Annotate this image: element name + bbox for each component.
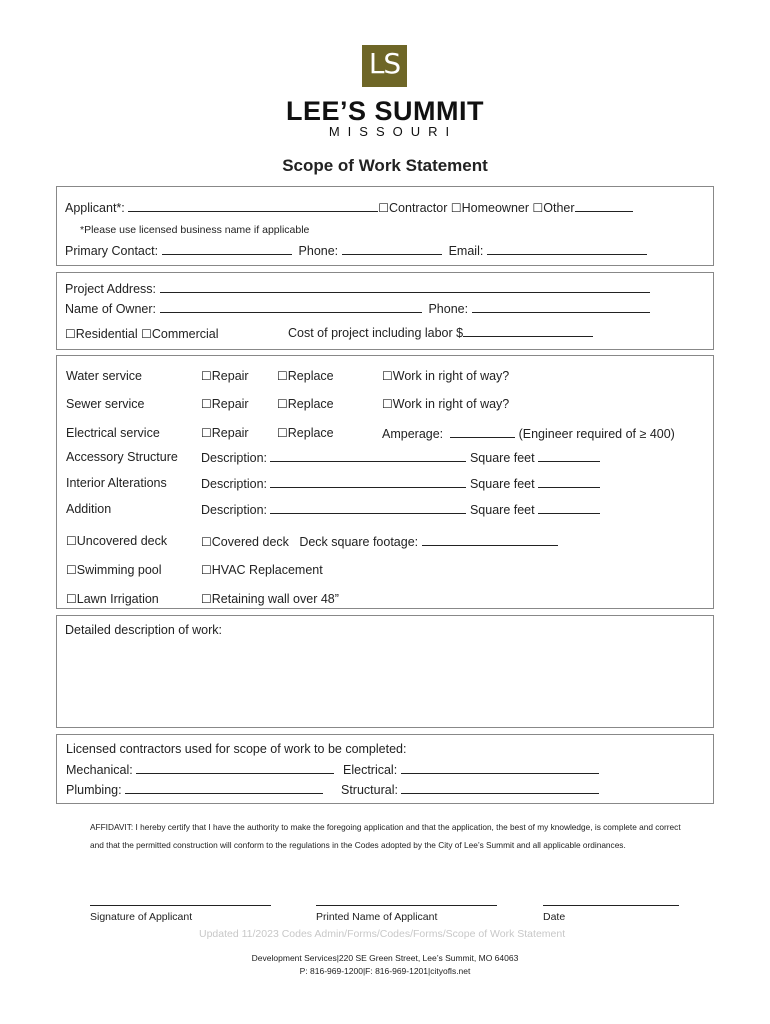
- retaining-wall-label: Retaining wall over 48”: [211, 592, 339, 606]
- structural-input[interactable]: [401, 782, 599, 794]
- email-label: Email:: [448, 244, 484, 258]
- addition-row: [201, 502, 600, 517]
- interior-description-input[interactable]: [270, 476, 466, 488]
- structural-label: Structural:: [341, 783, 398, 797]
- owner-input[interactable]: [160, 301, 422, 313]
- square-feet-label: Square feet: [469, 503, 535, 517]
- addition-sqft-input[interactable]: [538, 502, 600, 514]
- detailed-description-label: Detailed description of work:: [65, 623, 223, 637]
- other-label: Other: [543, 201, 575, 215]
- square-feet-label: Square feet: [469, 451, 535, 465]
- amperage-label: Amperage:: [382, 427, 444, 441]
- swimming-pool-checkbox[interactable]: ☐: [66, 563, 77, 577]
- lawn-irrigation: [66, 592, 159, 606]
- electrical-contractor-row: [343, 762, 599, 777]
- repair-label: Repair: [211, 397, 249, 411]
- phone-label: Phone:: [298, 244, 339, 258]
- covered-deck: [201, 534, 558, 549]
- interior-alterations-label: Interior Alterations: [66, 476, 167, 490]
- applicant-row: [65, 200, 633, 215]
- sewer-row-checkbox[interactable]: ☐: [382, 397, 393, 411]
- row-label: Work in right of way?: [392, 397, 510, 411]
- mechanical-input[interactable]: [136, 762, 334, 774]
- sewer-replace: [277, 397, 334, 411]
- date-line[interactable]: [543, 905, 679, 906]
- uncovered-deck: [66, 534, 167, 548]
- affidavit-text: AFFIDAVIT: I hereby certify that I have the authority to make the foregoing application and that the application, the best of my knowledge, is complete and correct and that the permitted construction will conform to the regulations in the Codes adopted by the City of Lee’s Summit and all applicable ordinances.: [90, 822, 681, 850]
- sewer-row: [382, 397, 509, 411]
- swimming-pool: [66, 563, 162, 577]
- city-logo: [362, 45, 407, 87]
- accessory-structure-label: Accessory Structure: [66, 450, 178, 464]
- commercial-checkbox[interactable]: ☐: [141, 327, 152, 341]
- applicant-input[interactable]: [128, 200, 378, 212]
- replace-label: Replace: [287, 397, 334, 411]
- sewer-repair-checkbox[interactable]: ☐: [201, 397, 212, 411]
- plumbing-input[interactable]: [125, 782, 323, 794]
- addition-description-input[interactable]: [270, 502, 466, 514]
- sewer-replace-checkbox[interactable]: ☐: [277, 397, 288, 411]
- retaining-wall-checkbox[interactable]: ☐: [201, 592, 212, 606]
- electrical-repair-checkbox[interactable]: ☐: [201, 426, 212, 440]
- owner-phone-input[interactable]: [472, 301, 650, 313]
- water-repair: [201, 369, 249, 383]
- residential-checkbox[interactable]: ☐: [65, 327, 76, 341]
- date-label: Date: [543, 911, 566, 923]
- updated-note: Updated 11/2023 Codes Admin/Forms/Codes/Forms/Scope of Work Statement: [199, 928, 566, 940]
- electrical-service-label: Electrical service: [66, 426, 160, 440]
- description-label: Description:: [201, 503, 267, 517]
- project-address-label: Project Address:: [65, 282, 157, 296]
- uncovered-deck-label: Uncovered deck: [76, 534, 168, 548]
- printed-name-label: Printed Name of Applicant: [316, 911, 438, 923]
- footer-contact: P: 816-969-1200|F: 816-969-1201|cityofls.net: [299, 966, 471, 976]
- phone-input[interactable]: [342, 243, 442, 255]
- footer-address: Development Services|220 SE Green Street, Lee’s Summit, MO 64063: [251, 953, 519, 963]
- sewer-service-label: Sewer service: [66, 397, 145, 411]
- structural-row: [341, 782, 599, 797]
- address-row: [65, 281, 650, 296]
- plumbing-row: [66, 782, 323, 797]
- interior-row: [201, 476, 600, 491]
- owner-label: Name of Owner:: [65, 302, 157, 316]
- printed-name-line[interactable]: [316, 905, 497, 906]
- water-replace-checkbox[interactable]: ☐: [277, 369, 288, 383]
- electrical-contractor-input[interactable]: [401, 762, 599, 774]
- description-label: Description:: [201, 451, 267, 465]
- other-input[interactable]: [575, 200, 633, 212]
- contact-row: [65, 243, 647, 258]
- page-title: Scope of Work Statement: [282, 156, 488, 175]
- owner-row: [65, 301, 650, 316]
- covered-deck-label: Covered deck: [211, 535, 289, 549]
- square-feet-label: Square feet: [469, 477, 535, 491]
- plumbing-label: Plumbing:: [66, 783, 122, 797]
- addition-label: Addition: [66, 502, 112, 516]
- hvac-checkbox[interactable]: ☐: [201, 563, 212, 577]
- retaining-wall: [201, 592, 339, 606]
- deck-sqft-input[interactable]: [422, 534, 558, 546]
- primary-contact-input[interactable]: [162, 243, 292, 255]
- residential-label: Residential: [75, 327, 138, 341]
- cost-input[interactable]: [463, 325, 593, 337]
- deck-sqft-label: Deck square footage:: [299, 535, 419, 549]
- applicant-note: *Please use licensed business name if applicable: [80, 224, 310, 236]
- engineer-note: (Engineer required of ≥ 400): [518, 427, 675, 441]
- amperage-input[interactable]: [450, 426, 515, 438]
- replace-label: Replace: [287, 426, 334, 440]
- cost-row: [288, 325, 593, 340]
- homeowner-checkbox[interactable]: ☐: [450, 201, 462, 215]
- logo-text: LS: [368, 47, 401, 80]
- water-repair-checkbox[interactable]: ☐: [201, 369, 212, 383]
- swimming-pool-label: Swimming pool: [76, 563, 162, 577]
- signature-line[interactable]: [90, 905, 271, 906]
- row-label: Work in right of way?: [392, 369, 510, 383]
- electrical-replace: [277, 426, 334, 440]
- description-label: Description:: [201, 477, 267, 491]
- lawn-irrigation-checkbox[interactable]: ☐: [66, 592, 77, 606]
- city-name: LEE’S SUMMIT: [285, 96, 484, 126]
- contractor-checkbox[interactable]: ☐: [378, 201, 390, 215]
- mechanical-label: Mechanical:: [66, 763, 133, 777]
- other-checkbox[interactable]: ☐: [532, 201, 544, 215]
- water-row: [382, 369, 509, 383]
- hvac-label: HVAC Replacement: [211, 563, 323, 577]
- electrical-repair: [201, 426, 249, 440]
- electrical-replace-checkbox[interactable]: ☐: [277, 426, 288, 440]
- water-replace: [277, 369, 334, 383]
- applicant-label: Applicant*:: [65, 201, 125, 215]
- water-service-label: Water service: [66, 369, 142, 383]
- owner-phone-label: Phone:: [428, 302, 469, 316]
- replace-label: Replace: [287, 369, 334, 383]
- accessory-description-input[interactable]: [270, 450, 466, 462]
- email-input[interactable]: [487, 243, 647, 255]
- accessory-row: [201, 450, 600, 465]
- homeowner-label: Homeowner: [461, 201, 530, 215]
- mechanical-row: [66, 762, 334, 777]
- signature-label: Signature of Applicant: [90, 911, 193, 923]
- accessory-sqft-input[interactable]: [538, 450, 600, 462]
- contractors-heading: Licensed contractors used for scope of work to be completed:: [66, 742, 407, 756]
- hvac: [201, 563, 323, 577]
- repair-label: Repair: [211, 369, 249, 383]
- lawn-irrigation-label: Lawn Irrigation: [76, 592, 159, 606]
- type-row: [65, 327, 219, 341]
- interior-sqft-input[interactable]: [538, 476, 600, 488]
- cost-label: Cost of project including labor $: [288, 326, 464, 340]
- project-address-input[interactable]: [160, 281, 650, 293]
- state-name: MISSOURI: [328, 124, 458, 139]
- water-row-checkbox[interactable]: ☐: [382, 369, 393, 383]
- commercial-label: Commercial: [151, 327, 219, 341]
- uncovered-deck-checkbox[interactable]: ☐: [66, 534, 77, 548]
- electrical-contractor-label: Electrical:: [343, 763, 398, 777]
- amperage-row: [382, 426, 675, 441]
- contractor-label: Contractor: [389, 201, 448, 215]
- covered-deck-checkbox[interactable]: ☐: [201, 535, 212, 549]
- repair-label: Repair: [211, 426, 249, 440]
- sewer-repair: [201, 397, 249, 411]
- primary-contact-label: Primary Contact:: [65, 244, 159, 258]
